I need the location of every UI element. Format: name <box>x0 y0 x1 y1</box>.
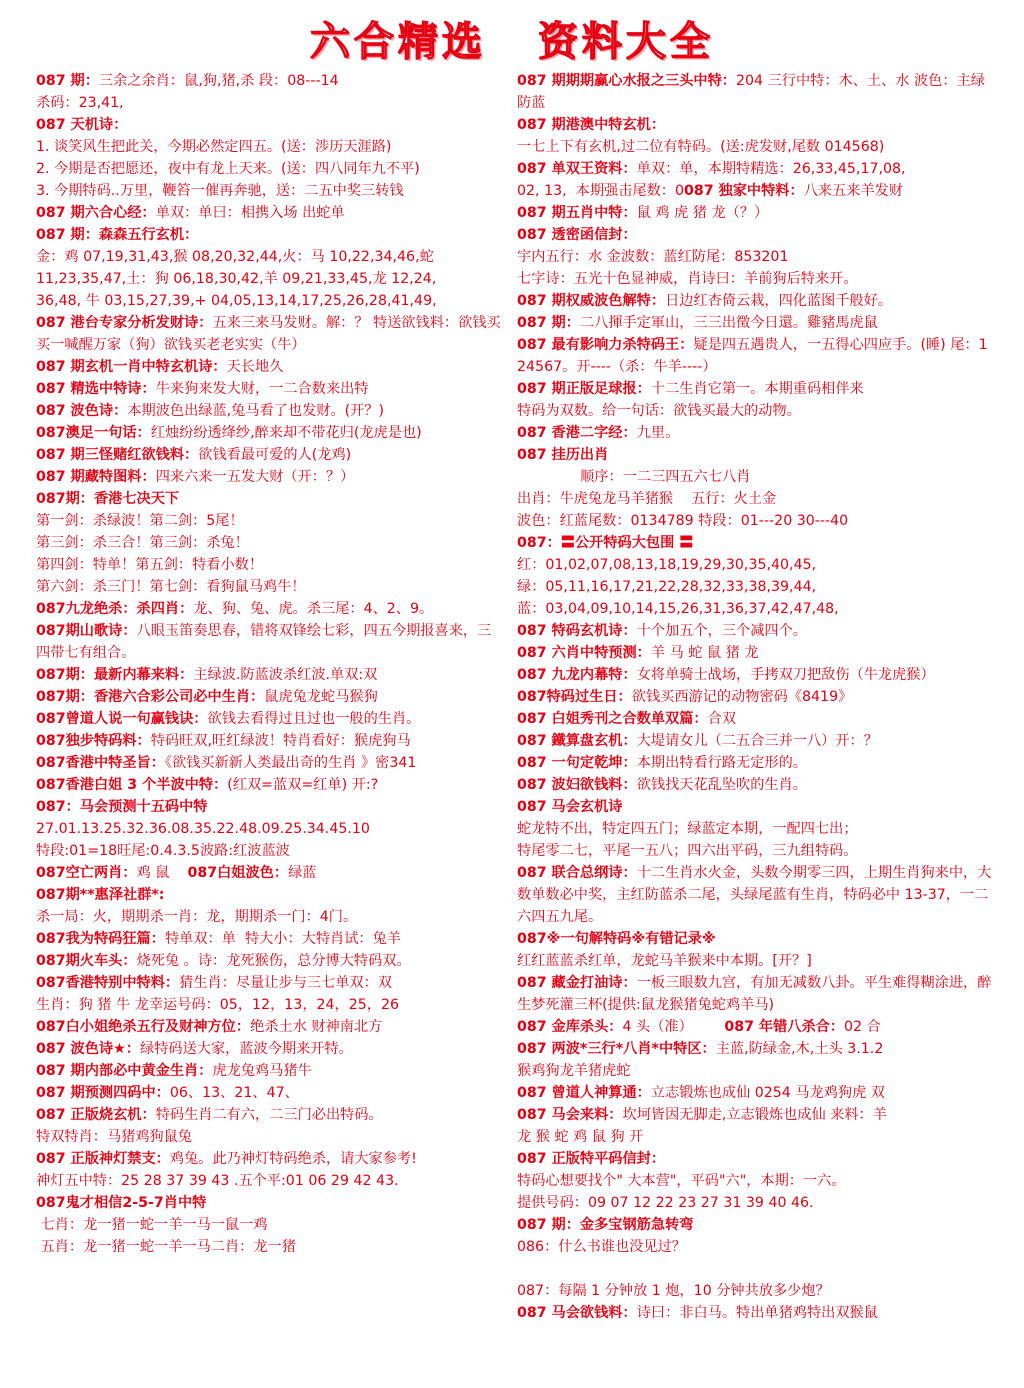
entry <box>517 1016 995 1038</box>
entry <box>517 664 995 686</box>
entry <box>36 1104 504 1148</box>
entry-text: 鼠 鸡 虎 猪 龙（？） <box>636 205 769 221</box>
entry-text: 鸡兔。此乃神灯特码绝杀，请大家参考! 神灯五中特：25 28 37 39 43 .五个平:01 06 29 42 43. <box>36 1151 417 1189</box>
entry-text: 27.01.13.25.32.36.08.35.22.48.09.25.34.45.10 特段:01=18旺尾:0.4.3.5波路:红波蓝波 <box>36 821 370 859</box>
entry-heading: 087 透密函信封： <box>517 227 637 243</box>
entry-text: 杀一局：火，期期杀一肖：龙，期期杀一门：4门。 <box>36 909 358 925</box>
entry <box>36 136 504 202</box>
entry <box>517 950 995 972</box>
entry-heading: 087期火车头： <box>36 953 137 969</box>
entry-heading: 087 特码玄机诗： <box>517 623 637 639</box>
entry-heading: 087期：最新内幕来料： <box>36 667 194 683</box>
entry-text: 绿特码送大家，蓝波今期来开特。 <box>140 1041 353 1057</box>
entry-text: 4 头（准） <box>622 1019 725 1035</box>
entry-heading: 087 联合总纲诗： <box>517 865 637 881</box>
entry-heading: 087空亡两肖： <box>36 865 137 881</box>
entry <box>517 422 995 444</box>
entry-text: 单双：单曰：相携入场 出蛇单 <box>155 205 345 221</box>
entry <box>36 906 504 928</box>
entry-heading: 087 期： <box>517 315 580 331</box>
entry-heading: 087香港中特圣旨： <box>36 755 165 771</box>
entry-text: 猜生肖：尽量让步与三七单双：双 生肖：狗 猪 牛 龙幸运号码：05，12，13，24，25，26 <box>36 975 400 1013</box>
entry-heading: 087 鐵算盘玄机： <box>517 733 637 749</box>
entry <box>36 70 504 114</box>
entry <box>36 708 504 730</box>
entry-heading: 087 期港澳中特玄机： <box>517 117 666 133</box>
entry <box>517 444 995 466</box>
entry-heading: 087我为特码狂篇： <box>36 931 165 947</box>
entry-text: 宇内五行：水 金波数：蓝红防尾：853201 七字诗：五光十色显神威，肖诗曰：羊前狗后特来开。 <box>517 249 858 287</box>
entry-text: 八眼玉笛奏思春，错将双锋绘七彩，四五今期报喜来，三四带七有组合。 <box>36 623 492 661</box>
entry-heading: 087 正版烧玄机： <box>36 1107 156 1123</box>
entry <box>36 246 504 312</box>
entry <box>36 1214 504 1258</box>
entry <box>517 1236 995 1302</box>
entry-heading: 087澳足一句话： <box>36 425 151 441</box>
entry <box>36 796 504 818</box>
entry <box>517 774 995 796</box>
entry <box>36 928 504 950</box>
entry-heading: 087 期：森森五行玄机： <box>36 227 199 243</box>
entry <box>517 114 995 136</box>
entry <box>517 1214 995 1236</box>
entry-heading: 087 正版特平码信封： <box>517 1151 666 1167</box>
entry <box>36 862 504 884</box>
entry-text: 绿蓝 <box>288 865 317 881</box>
entry <box>517 642 995 664</box>
entry <box>517 1104 995 1148</box>
entry-heading: 087 单双王资料： <box>517 161 637 177</box>
entry <box>36 422 504 444</box>
entry <box>517 466 995 532</box>
entry-text: 十个加五个，三个减四个。 <box>636 623 807 639</box>
entry-text: 02 合 <box>844 1019 881 1035</box>
entry <box>517 862 995 928</box>
entry-text: 《欲钱买新新人类最出奇的生肖 》密341 <box>164 755 417 771</box>
entry <box>517 1170 995 1214</box>
entry-heading: 087白小姐绝杀五行及财神方位： <box>36 1019 251 1035</box>
entry <box>517 136 995 158</box>
entry-text: 一板三眼数九宫，有加无减数八卦。平生难得糊涂进，醉生梦死灌三杯(提供:鼠龙猴猪兔蛇鸡羊马) <box>517 975 992 1013</box>
entry-heading: 087曾道人说一句赢钱诀： <box>36 711 208 727</box>
entry-text: 金：鸡 07,19,31,43,猴 08,20,32,44,火：马 10,22,34,46,蛇 11,23,35,47,土：狗 06,18,30,42,羊 09,21,33,45,龙 12,24, 36,48, 牛 03,15,27,39,+ 04,05,13,14,17,25,26,28,41,49, <box>36 249 437 309</box>
entry-heading: 087 正版神灯禁支： <box>36 1151 170 1167</box>
entry-text: 坎坷皆因无脚走,立志锻炼也成仙 来料：羊 龙 猴 蛇 鸡 鼠 狗 开 <box>517 1107 887 1145</box>
entry-heading: 087 独家中特料： <box>684 183 804 199</box>
entry-heading: 087 马会欲钱料： <box>517 1305 637 1321</box>
entry-text: 羊 马 蛇 鼠 猪 龙 <box>650 645 759 661</box>
entry-heading: 087 波妇欲钱料： <box>517 777 637 793</box>
entry <box>517 70 995 114</box>
entry <box>517 796 995 818</box>
entry-heading: 087 曾道人神算通： <box>517 1085 651 1101</box>
entry-heading: 087期：香港六合彩公司必中生肖： <box>36 689 265 705</box>
entry-heading: 087 期藏特图料： <box>36 469 156 485</box>
entry-text: 红烛纷纷透绛纱,醉来却不带花归(龙虎是也) <box>150 425 422 441</box>
entry-heading: 087※一句解特码※有错记录※ <box>517 931 716 947</box>
entry-heading: 087 马会玄机诗 <box>517 799 623 815</box>
entry-text: 特码心想要找个" 大本营"，平码"六"，本期：一六。 提供号码：09 07 12 22 23 27 31 39 40 46. <box>517 1173 846 1211</box>
entry-text: 绝杀土水 财神南北方 <box>250 1019 383 1035</box>
entry-heading: 087 金库杀头： <box>517 1019 623 1035</box>
entry-heading: 087 期期期赢心水报之三头中特： <box>517 73 736 89</box>
entry-heading: 087 期三怪赌红欲钱料： <box>36 447 199 463</box>
entry-heading: 087 马会来料： <box>517 1107 623 1123</box>
entry-heading: 087白姐波色： <box>187 865 289 881</box>
entry <box>517 752 995 774</box>
entry <box>517 334 995 378</box>
entry-heading: 087：〓公开特码大包围 〓 <box>517 535 694 551</box>
entry-text: 大堤请女儿（二五合三并一八）开：？ <box>636 733 878 749</box>
entry-text: 主蓝,防绿金,木,土头 3.1.2 猴鸡狗龙羊猪虎蛇 <box>517 1041 884 1079</box>
entry-text: 疑是四五遇贵人，一五得心四应手。(睡) 尾：124567。开----（杀：牛羊----） <box>517 337 988 375</box>
entry-heading: 087 港台专家分析发财诗： <box>36 315 213 331</box>
entry-heading: 087 藏金打油诗： <box>517 975 637 991</box>
entry-text: 龙、狗、兔、虎。杀三尾：4、2、9。 <box>193 601 434 617</box>
entry-text: 二八揮手定軍山，三三出徵今日還。雞豬馬虎鼠 <box>579 315 878 331</box>
entry-text: 三余之余肖：鼠,狗,猪,杀 段：08---14 杀码：23,41, <box>36 73 339 111</box>
entry <box>36 1038 504 1060</box>
entry-heading: 087特码过生日： <box>517 689 632 705</box>
entry-heading: 087香港白姐 3 个半波中特： <box>36 777 228 793</box>
entry-heading: 087 年错八杀合： <box>724 1019 845 1035</box>
entry <box>36 774 504 796</box>
entry <box>517 246 995 290</box>
entry-heading: 087 六肖中特预测： <box>517 645 651 661</box>
entry-heading: 087 天机诗： <box>36 117 128 133</box>
entry-heading: 087 一句定乾坤： <box>517 755 637 771</box>
entry <box>36 488 504 510</box>
entry <box>517 708 995 730</box>
entry-heading: 087：马会预测十五码中特 <box>36 799 208 815</box>
entry-heading: 087独步特码料： <box>36 733 151 749</box>
entry-heading: 087 期五肖中特： <box>517 205 637 221</box>
entry-text: 九里。 <box>636 425 680 441</box>
entry-text: (红双=蓝双=红单) 开:? <box>227 777 379 793</box>
entry <box>36 1016 504 1038</box>
entry-text: 欲钱找天花乱坠吹的生肖。 <box>636 777 807 793</box>
entry-heading: 087 两波*三行*八肖*中特区： <box>517 1041 716 1057</box>
entry <box>517 1148 995 1170</box>
entry <box>36 1082 504 1104</box>
entry <box>517 1302 995 1324</box>
entry-heading: 087九龙绝杀：杀四肖： <box>36 601 194 617</box>
entry-text: 一七上下有玄机,过二位有特码。(送:虎发财,尾数 014568) <box>517 139 885 155</box>
entry-text: 06、13、21、47、 <box>169 1085 299 1101</box>
entry <box>517 928 995 950</box>
entry-text: 诗曰：非白马。特出单猪鸡特出双猴鼠 <box>636 1305 878 1321</box>
entry <box>517 290 995 312</box>
entry-text: 特单双：单 特大小：大特肖试：兔羊 <box>164 931 401 947</box>
left-column <box>36 70 504 1258</box>
entry <box>36 1148 504 1192</box>
entry <box>36 356 504 378</box>
entry-heading: 087 最有影响力杀特码王： <box>517 337 694 353</box>
entry-heading: 087 香港二字经： <box>517 425 637 441</box>
entry-text: 四来六来一五发大财（开：？） <box>155 469 355 485</box>
entry <box>517 158 995 202</box>
entry <box>36 884 504 906</box>
entry-heading: 087 波色诗★： <box>36 1041 141 1057</box>
entry-heading: 087香港特别中特料： <box>36 975 180 991</box>
entry <box>36 730 504 752</box>
entry <box>517 224 995 246</box>
entry-text: 烧死兔 。诗：龙死猴伤，总分博大特码双。 <box>136 953 411 969</box>
entry <box>36 950 504 972</box>
entry-heading: 087期**惠泽社群*: <box>36 887 165 903</box>
entry <box>517 730 995 752</box>
entry <box>36 466 504 488</box>
entry <box>517 1082 995 1104</box>
entry-heading: 087 精选中特诗： <box>36 381 156 397</box>
entry-text: 特码旺双,旺红绿波！特肖看好：猴虎狗马 <box>150 733 411 749</box>
entry-text: 十二生肖它第一。本期重码相伴来 特码为双数。给一句话：欲钱买最大的动物。 <box>517 381 864 419</box>
entry <box>517 686 995 708</box>
entry-text: 天长地久 <box>226 359 284 375</box>
entry-text: 日边红杏倚云栽，四化蓝图千般好。 <box>665 293 893 309</box>
right-column <box>517 70 995 1324</box>
entry-text: 蛇龙特不出，特定四五门；绿蓝定本期，一配四七出； 特尾零二七，平尾一五八；四六出平码，三九组特码。 <box>517 821 858 859</box>
entry-heading: 087 期预测四码中： <box>36 1085 170 1101</box>
entry <box>517 532 995 554</box>
entry-text: 欲钱去看得过且过也一般的生肖。 <box>207 711 421 727</box>
entry-text: 牛来狗来发大财，一二合数来出特 <box>155 381 369 397</box>
entry <box>517 554 995 620</box>
entry-text: 女将单骑士战场，手拷双刀把敌伤（牛龙虎猴） <box>636 667 935 683</box>
entry-heading: 087 期玄机一肖中特玄机诗： <box>36 359 227 375</box>
entry <box>517 620 995 642</box>
entry <box>36 202 504 224</box>
entry <box>36 444 504 466</box>
entry <box>36 400 504 422</box>
entry-heading: 087 九龙内幕特： <box>517 667 637 683</box>
entry <box>36 1192 504 1214</box>
entry <box>36 664 504 686</box>
entry-text: 十二生肖水火金，头数今期零三四，上期生肖狗来中，大数单数必中奖，主红防蓝杀二尾，头绿尾蓝有生肖，特码必中 13-37，一二六四五九尾。 <box>517 865 992 925</box>
entry <box>517 312 995 334</box>
entry-heading: 087 挂历出肖 <box>517 447 609 463</box>
entry <box>36 620 504 664</box>
entry <box>36 1060 504 1082</box>
entry-heading: 087 期： <box>36 73 99 89</box>
entry-heading: 087鬼才相信2-5-7肖中特 <box>36 1195 207 1211</box>
entry-text: 七肖：龙一猪一蛇一羊一马一鼠一鸡 五肖：龙一猪一蛇一羊一马二肖：龙一猪 <box>40 1217 296 1255</box>
entry-text: 086：什么书谁也没见过？ 087：每隔 1 分钟放 1 炮，10 分钟共放多少炮？ <box>517 1239 830 1299</box>
entry-text: 第一剑：杀绿波！第二剑：5尾！ 第三剑：杀三合！第三剑：杀兔！ 第四剑：特单！第五剑：特看小数！ 第六剑：杀三门！第七剑：看狗鼠马鸡牛！ <box>36 513 306 595</box>
entry-heading: 087 期正版足球报： <box>517 381 651 397</box>
entry-heading: 087 白姐秀刊之合数单双篇： <box>517 711 708 727</box>
entry-text: 欲钱买西游记的动物密码《8419》 <box>631 689 853 705</box>
entry <box>517 818 995 862</box>
entry <box>36 510 504 598</box>
entry-heading: 087 波色诗： <box>36 403 128 419</box>
entry-heading: 087期：香港七决天下 <box>36 491 180 507</box>
entry-text: 八来五来羊发财 <box>803 183 904 199</box>
entry-text: 立志锻炼也成仙 0254 马龙鸡狗虎 双 <box>650 1085 885 1101</box>
entry-text: 合双 <box>707 711 737 727</box>
entry-text: 虎龙兔鸡马猪牛 <box>212 1063 312 1079</box>
entry-text: 特码生肖二有六，二三门必出特码。 特双特肖：马猪鸡狗鼠兔 <box>36 1107 383 1145</box>
entry-text: 欲钱看最可爱的人(龙鸡) <box>198 447 352 463</box>
entry <box>36 312 504 356</box>
page-title: 六合精选 资料大全 <box>310 18 714 65</box>
entry-text: 鸡 鼠 <box>136 865 188 881</box>
entry <box>517 972 995 1016</box>
entry-text: 顺序：一二三四五六七八肖 出肖：牛虎兔龙马羊猪猴 五行：火土金 波色：红蓝尾数：0134789 特段：01---20 30---40 <box>517 469 849 529</box>
entry-text: 本期波色出绿蓝,兔马看了也发财。(开？) <box>127 403 385 419</box>
entry-heading: 087 期权威波色解特： <box>517 293 666 309</box>
entry <box>36 378 504 400</box>
entry-text: 单双：单，本期特精选：26,33,45,17,08, 02, 13, 本期强击尾数：0 <box>517 161 906 199</box>
entry <box>36 972 504 1016</box>
entry-heading: 087 期内部必中黄金生肖： <box>36 1063 213 1079</box>
entry <box>36 818 504 862</box>
entry-text: 鼠虎兔龙蛇马猴狗 <box>264 689 378 705</box>
entry-text: 主绿波.防蓝波杀红波.单双:双 <box>193 667 378 683</box>
entry <box>36 686 504 708</box>
entry-text: 204 三行中特：木、土、水 波色：主绿防蓝 <box>517 73 985 111</box>
entry-heading: 087期山歌诗： <box>36 623 137 639</box>
entry <box>517 1038 995 1082</box>
entry-text: 本期出特看行路无定形的。 <box>636 755 807 771</box>
entry <box>36 598 504 620</box>
entry-text: 红：01,02,07,08,13,18,19,29,30,35,40,45, 绿：05,11,16,17,21,22,28,32,33,38,39,44, 蓝：03,04,09,10,14,15,26,31,36,37,42,47,48, <box>517 557 839 617</box>
entry <box>517 202 995 224</box>
entry <box>517 378 995 422</box>
entry <box>36 752 504 774</box>
entry-text: 红红蓝蓝杀红单，龙蛇马羊猴来中本期。[开？] <box>517 953 812 969</box>
entry <box>36 114 504 136</box>
entry-text: 1. 谈笑风生把此关，今期必然定四五。(送：涉历天涯路) 2. 今期是否把愿还，夜中有龙上天来。(送：四八同年九不平) 3. 今期特码..万里，鞭笞一催再奔驰，送：二五中奖三转钱 <box>36 139 420 199</box>
entry-text: 五来三来马发财。解：？ 特送欲钱料：欲钱买买一喊醒万家（狗）欲钱买老老实实（牛） <box>36 315 501 353</box>
entry-heading: 087 期：金多宝钢筋急转弯 <box>517 1217 694 1233</box>
entry-heading: 087 期六合心经： <box>36 205 156 221</box>
entry <box>36 224 504 246</box>
